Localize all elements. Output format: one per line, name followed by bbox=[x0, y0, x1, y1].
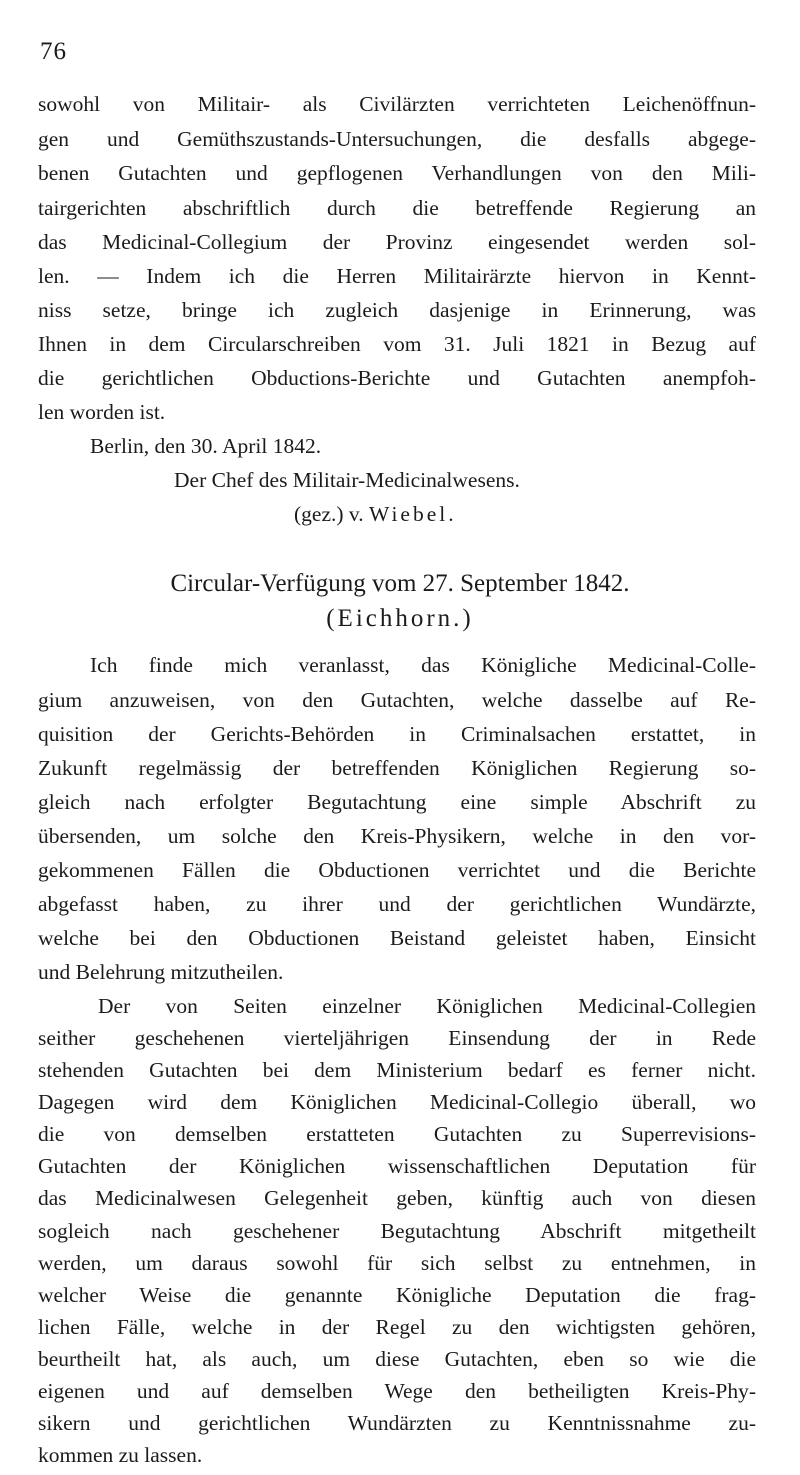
text-line: und Belehrung mitzutheilen. bbox=[38, 960, 284, 984]
text-line: beurtheilt hat, als auch, um diese Gutachten, eben so wie die bbox=[38, 1347, 756, 1371]
text-line: len worden ist. bbox=[38, 400, 166, 424]
signature-title: Der Chef des Militair-Medicinalwesens. bbox=[174, 468, 520, 492]
text-line: Ich finde mich veranlasst, das Königliche Medicinal-Colle- bbox=[90, 653, 756, 677]
text-line: das Medicinal-Collegium der Provinz eingesendet werden sol- bbox=[38, 230, 756, 254]
section-author: (Eichhorn.) bbox=[326, 605, 474, 632]
text-line: Gutachten der Königlichen wissenschaftlichen Deputation für bbox=[38, 1154, 756, 1178]
text-line: sogleich nach geschehener Begutachtung Abschrift mitgetheilt bbox=[38, 1219, 756, 1243]
text-line: Ihnen in dem Circularschreiben vom 31. Juli 1821 in Bezug auf bbox=[38, 332, 756, 356]
text-line: übersenden, um solche den Kreis-Physikern, welche in den vor- bbox=[38, 824, 756, 848]
text-line: Dagegen wird dem Königlichen Medicinal-Collegio überall, wo bbox=[38, 1090, 756, 1114]
text-line: sowohl von Militair- als Civilärzten verrichteten Leichenöffnun- bbox=[38, 92, 756, 116]
text-line: niss setze, bringe ich zugleich dasjenige in Erinnerung, was bbox=[38, 298, 756, 322]
text-line: werden, um daraus sowohl für sich selbst zu entnehmen, in bbox=[38, 1251, 756, 1275]
text-line: Der von Seiten einzelner Königlichen Medicinal-Collegien bbox=[98, 994, 756, 1018]
text-line: eigenen und auf demselben Wege den betheiligten Kreis-Phy- bbox=[38, 1379, 756, 1403]
text-line: Zukunft regelmässig der betreffenden Königlichen Regierung so- bbox=[38, 756, 756, 780]
text-line: das Medicinalwesen Gelegenheit geben, künftig auch von diesen bbox=[38, 1186, 756, 1210]
text-line: sikern und gerichtlichen Wundärzten zu Kenntnissnahme zu- bbox=[38, 1411, 756, 1435]
signature bbox=[294, 499, 694, 529]
text-line: die von demselben erstatteten Gutachten zu Superrevisions- bbox=[38, 1122, 756, 1146]
text-line: stehenden Gutachten bei dem Ministerium bedarf es ferner nicht. bbox=[38, 1058, 756, 1082]
signature-gez: (gez.) v. bbox=[294, 502, 364, 526]
text-line: kommen zu lassen. bbox=[38, 1443, 203, 1467]
text-line: seither geschehenen vierteljährigen Einsendung der in Rede bbox=[38, 1026, 756, 1050]
date-line: Berlin, den 30. April 1842. bbox=[90, 434, 322, 458]
text-line: die gerichtlichen Obductions-Berichte und Gutachten anempfoh- bbox=[38, 366, 756, 390]
text-line: gleich nach erfolgter Begutachtung eine simple Abschrift zu bbox=[38, 790, 756, 814]
text-line: quisition der Gerichts-Behörden in Criminalsachen erstattet, in bbox=[38, 722, 756, 746]
text-line: tairgerichten abschriftlich durch die betreffende Regierung an bbox=[38, 196, 756, 220]
text-line: welche bei den Obductionen Beistand geleistet haben, Einsicht bbox=[38, 926, 756, 950]
text-line: lichen Fälle, welche in der Regel zu den wichtigsten gehören, bbox=[38, 1315, 756, 1339]
text-line: welcher Weise die genannte Königliche Deputation die frag- bbox=[38, 1283, 756, 1307]
text-line: gekommenen Fällen die Obductionen verrichtet und die Berichte bbox=[38, 858, 756, 882]
text-line: gium anzuweisen, von den Gutachten, welche dasselbe auf Re- bbox=[38, 688, 756, 712]
section-heading: Circular-Verfügung vom 27. September 1842. bbox=[170, 570, 630, 597]
text-line: benen Gutachten und gepflogenen Verhandlungen von den Mili- bbox=[38, 161, 756, 185]
signature-name: Wiebel. bbox=[369, 502, 457, 526]
page-number: 76 bbox=[40, 38, 67, 65]
text-line: abgefasst haben, zu ihrer und der gerichtlichen Wundärzte, bbox=[38, 892, 756, 916]
text-line: len. — Indem ich die Herren Militairärzte hiervon in Kennt- bbox=[38, 264, 756, 288]
text-line: gen und Gemüthszustands-Untersuchungen, die desfalls abgege- bbox=[38, 127, 756, 151]
